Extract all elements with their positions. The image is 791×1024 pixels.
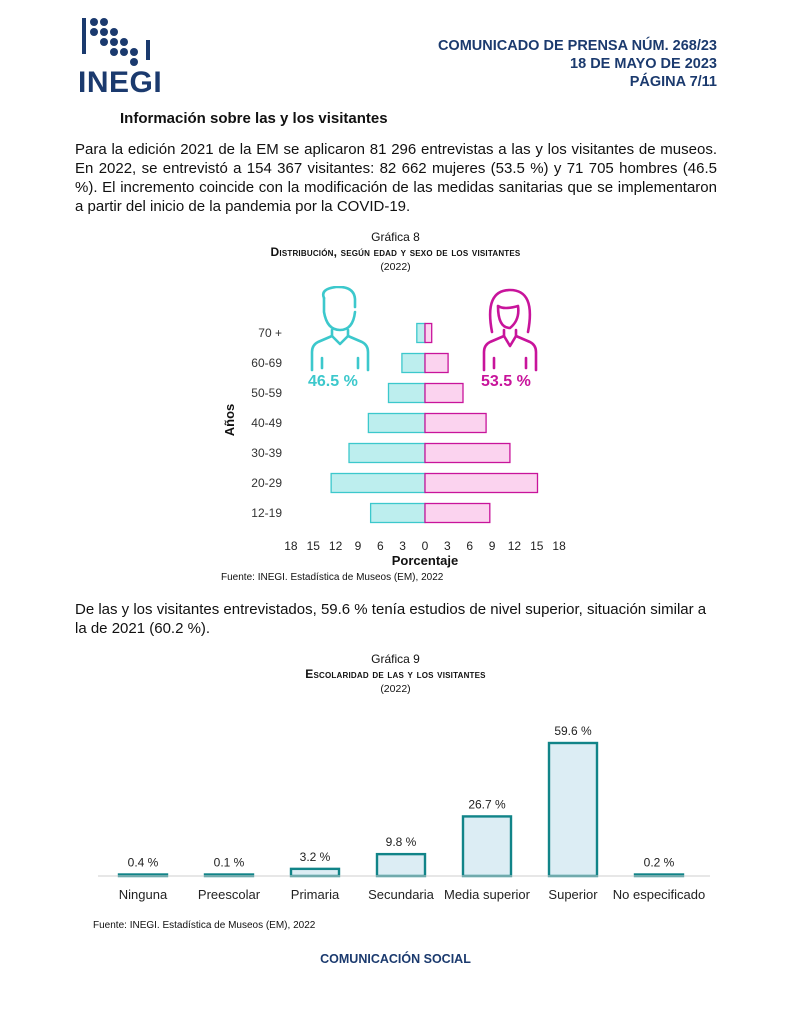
pyramid-y-axis-title: Años <box>222 403 237 437</box>
pyramid-category-label: 12-19 <box>251 506 282 520</box>
education-value-label: 26.7 % <box>468 797 506 812</box>
pyramid-x-tick: 3 <box>444 539 451 553</box>
pyramid-category-label: 70 + <box>258 326 282 340</box>
education-value-label: 3.2 % <box>299 849 331 864</box>
pyramid-x-tick: 15 <box>306 539 320 553</box>
pyramid-bar-male <box>368 414 425 433</box>
education-bar-chart <box>90 712 720 912</box>
pyramid-bar-male <box>371 504 425 523</box>
pyramid-x-axis-title: Porcentaje <box>391 553 459 568</box>
press-date: 18 DE MAYO DE 2023 <box>570 56 717 72</box>
chart9-source: Fuente: INEGI. Estadística de Museos (EM), 2022 <box>93 920 316 931</box>
pyramid-category-label: 20-29 <box>251 476 282 490</box>
chart8-source: Fuente: INEGI. Estadística de Museos (EM), 2022 <box>221 572 444 583</box>
pyramid-x-tick: 0 <box>421 539 429 553</box>
education-bar <box>549 743 597 876</box>
education-category-label: Ninguna <box>118 887 168 902</box>
pyramid-bar-female <box>425 384 463 403</box>
pyramid-x-tick: 18 <box>552 539 566 553</box>
chart9-header <box>0 652 791 697</box>
chart8-number: Gráfica 8 <box>371 230 420 244</box>
age-sex-pyramid-chart <box>210 286 580 576</box>
education-value-label: 0.2 % <box>643 855 675 870</box>
press-header <box>438 37 717 91</box>
pyramid-bar-female <box>425 324 432 343</box>
female-share-label: 53.5 % <box>481 373 531 390</box>
education-category-label: No especificado <box>612 887 706 902</box>
education-category-label: Preescolar <box>197 887 261 902</box>
pyramid-x-tick: 15 <box>530 539 544 553</box>
female-visitor-icon <box>484 290 536 370</box>
chart9-title: Escolaridad de las y los visitantes <box>305 667 486 681</box>
pyramid-bar-male <box>388 384 425 403</box>
education-category-label: Superior <box>548 887 598 902</box>
education-bar <box>291 869 339 876</box>
pyramid-category-label: 40-49 <box>251 416 282 430</box>
education-value-label: 0.4 % <box>127 855 159 870</box>
pyramid-bar-female <box>425 504 490 523</box>
pyramid-x-tick: 6 <box>376 539 384 553</box>
pyramid-x-tick: 6 <box>466 539 474 553</box>
pyramid-x-tick: 12 <box>507 539 522 553</box>
chart8-year: (2022) <box>380 261 411 273</box>
pyramid-bar-female <box>425 354 448 373</box>
education-value-label: 0.1 % <box>213 855 245 870</box>
pyramid-x-tick: 3 <box>399 539 406 553</box>
pyramid-bar-female <box>425 444 510 463</box>
pyramid-category-label: 60-69 <box>251 356 282 370</box>
education-category-label: Secundaria <box>368 887 434 902</box>
section-title: Información sobre las y los visitantes <box>120 110 388 127</box>
education-value-label: 9.8 % <box>385 835 417 850</box>
male-visitor-icon <box>312 287 368 370</box>
pyramid-bar-male <box>402 354 425 373</box>
pyramid-bar-male <box>349 444 425 463</box>
pyramid-x-tick: 18 <box>284 539 298 553</box>
paragraph-visitors: Para la edición 2021 de la EM se aplicaron 81 296 entrevistas a las y los visitantes de museos. En 2022, se entrevistó a 154 367 visitantes: 82 662 mujeres (53.5 %) y 71 705 hombres (46.5 %). El incremento coincide con la modificación de las medidas sanitarias que se implementaron a partir del inicio de la pandemia por la COVID-19. <box>75 141 717 215</box>
pyramid-bar-male <box>417 324 425 343</box>
education-category-label: Primaria <box>290 887 340 902</box>
male-share-label: 46.5 % <box>308 373 358 390</box>
footer-communication: COMUNICACIÓN SOCIAL <box>320 952 471 966</box>
chart9-year: (2022) <box>380 683 411 695</box>
chart8-header <box>0 230 791 275</box>
pyramid-x-tick: 9 <box>354 539 362 553</box>
pyramid-bar-male <box>331 474 425 493</box>
paragraph-education: De las y los visitantes entrevistados, 59.6 % tenía estudios de nivel superior, situación similar a la de 2021 (60.2 %). <box>75 601 707 637</box>
education-category-label: Media superior <box>444 887 530 902</box>
pyramid-bar-female <box>425 474 537 493</box>
education-bar <box>377 854 425 876</box>
education-bar <box>463 816 511 876</box>
chart8-title: Distribución, según edad y sexo de los visitantes <box>270 245 521 259</box>
pyramid-category-label: 50-59 <box>251 386 282 400</box>
press-number: COMUNICADO DE PRENSA NÚM. 268/23 <box>437 38 717 54</box>
pyramid-x-tick: 9 <box>488 539 496 553</box>
education-value-label: 59.6 % <box>554 724 592 738</box>
pyramid-bar-female <box>425 414 486 433</box>
logo-wordmark: INEGI <box>78 66 163 99</box>
page-number: PÁGINA 7/11 <box>629 74 717 90</box>
pyramid-x-tick: 12 <box>328 539 343 553</box>
pyramid-category-label: 30-39 <box>251 446 282 460</box>
chart9-number: Gráfica 9 <box>371 652 420 666</box>
